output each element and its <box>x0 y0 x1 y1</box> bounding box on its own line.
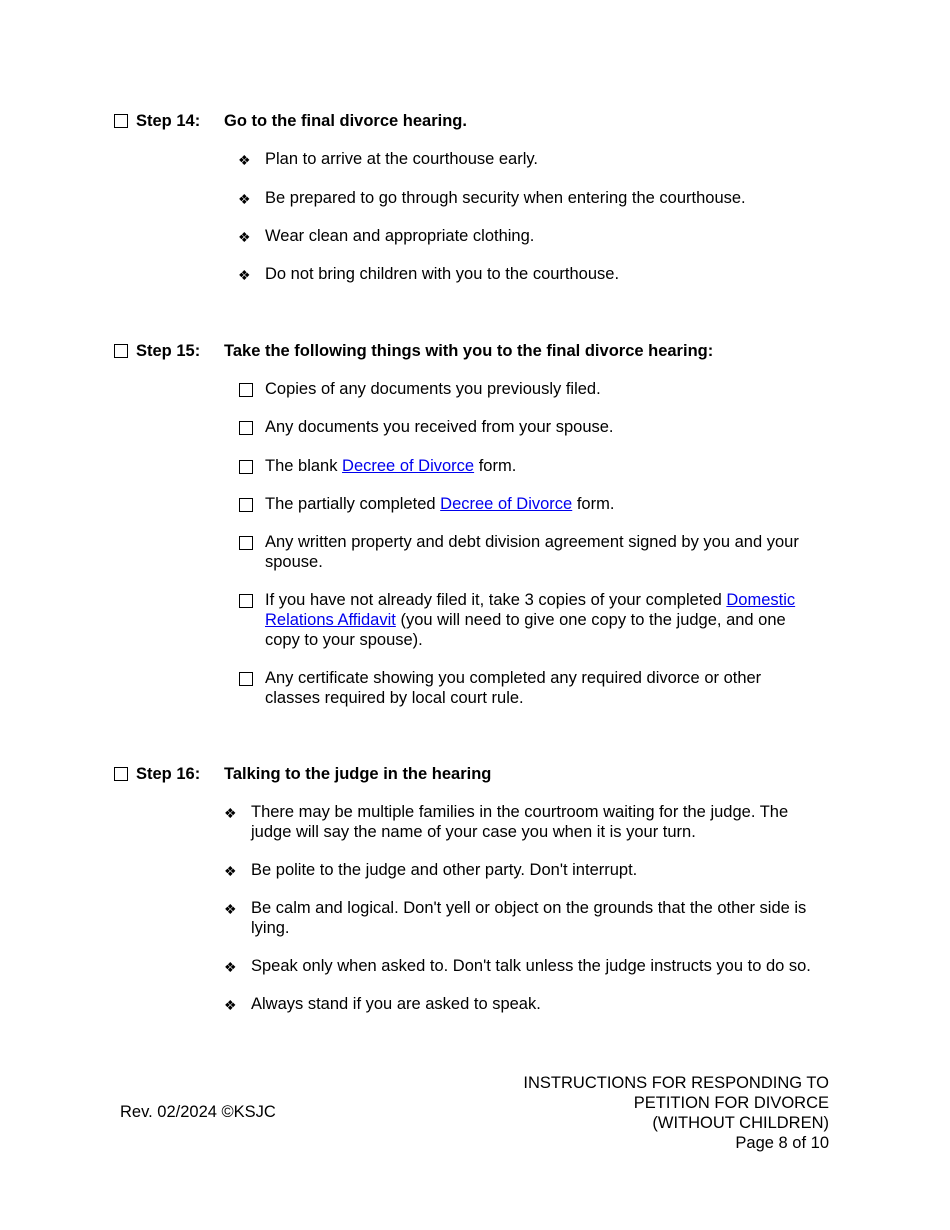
checklist-item: Any documents you received from your spouse. <box>265 418 614 436</box>
item-text: The partially completed <box>265 495 441 513</box>
step-14-title: Go to the final divorce hearing. <box>224 112 467 130</box>
list-item-line: judge will say the name of your case you when it is your turn. <box>251 823 696 841</box>
footer-title <box>523 1073 829 1153</box>
list-item-line: lying. <box>251 919 290 937</box>
page-number: Page 8 of 10 <box>735 1134 829 1152</box>
bullet-icon: ❖ <box>238 191 251 207</box>
list-item-line: There may be multiple families in the courtroom waiting for the judge. The <box>251 803 789 821</box>
bullet-icon: ❖ <box>224 805 237 821</box>
domestic-relations-affidavit-link[interactable]: Domestic <box>726 591 796 609</box>
domestic-relations-affidavit-link[interactable]: Relations Affidavit <box>265 611 396 629</box>
checklist-item-line: Any certificate showing you completed any required divorce or other <box>265 669 762 687</box>
item-text: form. <box>572 495 615 513</box>
checklist-item: Copies of any documents you previously filed. <box>265 380 601 398</box>
list-item: Plan to arrive at the courthouse early. <box>265 150 539 168</box>
checklist-item-line: Any written property and debt division agreement signed by you and your <box>265 533 799 551</box>
decree-of-divorce-link[interactable]: Decree of Divorce <box>440 495 573 513</box>
item-text: (you will need to give one copy to the judge, and one <box>395 611 786 629</box>
checklist-item-line: spouse. <box>265 553 323 571</box>
footer-revision: Rev. 02/2024 ©KSJC <box>120 1103 276 1121</box>
checklist-item <box>265 494 614 514</box>
list-item: Speak only when asked to. Don't talk unless the judge instructs you to do so. <box>251 957 811 975</box>
item-checkbox[interactable] <box>239 421 253 435</box>
bullet-icon: ❖ <box>224 997 237 1013</box>
step-16-label: Step 16: <box>136 765 201 783</box>
checklist-item <box>265 456 516 476</box>
step-15-title: Take the following things with you to the final divorce hearing: <box>224 342 714 360</box>
decree-of-divorce-link[interactable]: Decree of Divorce <box>342 457 475 475</box>
bullet-icon: ❖ <box>224 901 237 917</box>
list-item: Be prepared to go through security when entering the courthouse. <box>265 189 746 207</box>
bullet-icon: ❖ <box>224 863 237 879</box>
bullet-icon: ❖ <box>238 267 251 283</box>
footer-title-line: PETITION FOR DIVORCE <box>633 1094 829 1112</box>
checklist-item-line: copy to your spouse). <box>265 631 423 649</box>
item-checkbox[interactable] <box>239 460 253 474</box>
list-item: Do not bring children with you to the courthouse. <box>265 265 620 283</box>
item-text: The blank <box>265 457 343 475</box>
footer-title-line: (WITHOUT CHILDREN) <box>652 1114 829 1132</box>
checklist-item-line <box>265 610 786 630</box>
item-text: If you have not already filed it, take 3 copies of your completed <box>265 591 727 609</box>
bullet-icon: ❖ <box>238 229 251 245</box>
item-checkbox[interactable] <box>239 594 253 608</box>
list-item: Always stand if you are asked to speak. <box>251 995 541 1013</box>
bullet-icon: ❖ <box>238 152 251 168</box>
item-text: form. <box>474 457 517 475</box>
item-checkbox[interactable] <box>239 536 253 550</box>
step-15-label: Step 15: <box>136 342 201 360</box>
list-item-line: Be calm and logical. Don't yell or object on the grounds that the other side is <box>251 899 807 917</box>
step-15-checkbox[interactable] <box>114 344 128 358</box>
step-14-checkbox[interactable] <box>114 114 128 128</box>
item-checkbox[interactable] <box>239 383 253 397</box>
bullet-icon: ❖ <box>224 959 237 975</box>
step-16-title: Talking to the judge in the hearing <box>224 765 492 783</box>
checklist-item-line <box>265 590 795 610</box>
item-checkbox[interactable] <box>239 498 253 512</box>
item-checkbox[interactable] <box>239 672 253 686</box>
list-item: Wear clean and appropriate clothing. <box>265 227 535 245</box>
checklist-item-line: classes required by local court rule. <box>265 689 524 707</box>
footer-title-line: INSTRUCTIONS FOR RESPONDING TO <box>523 1074 829 1092</box>
step-14-label: Step 14: <box>136 112 201 130</box>
step-16-checkbox[interactable] <box>114 767 128 781</box>
list-item: Be polite to the judge and other party. Don't interrupt. <box>251 861 638 879</box>
